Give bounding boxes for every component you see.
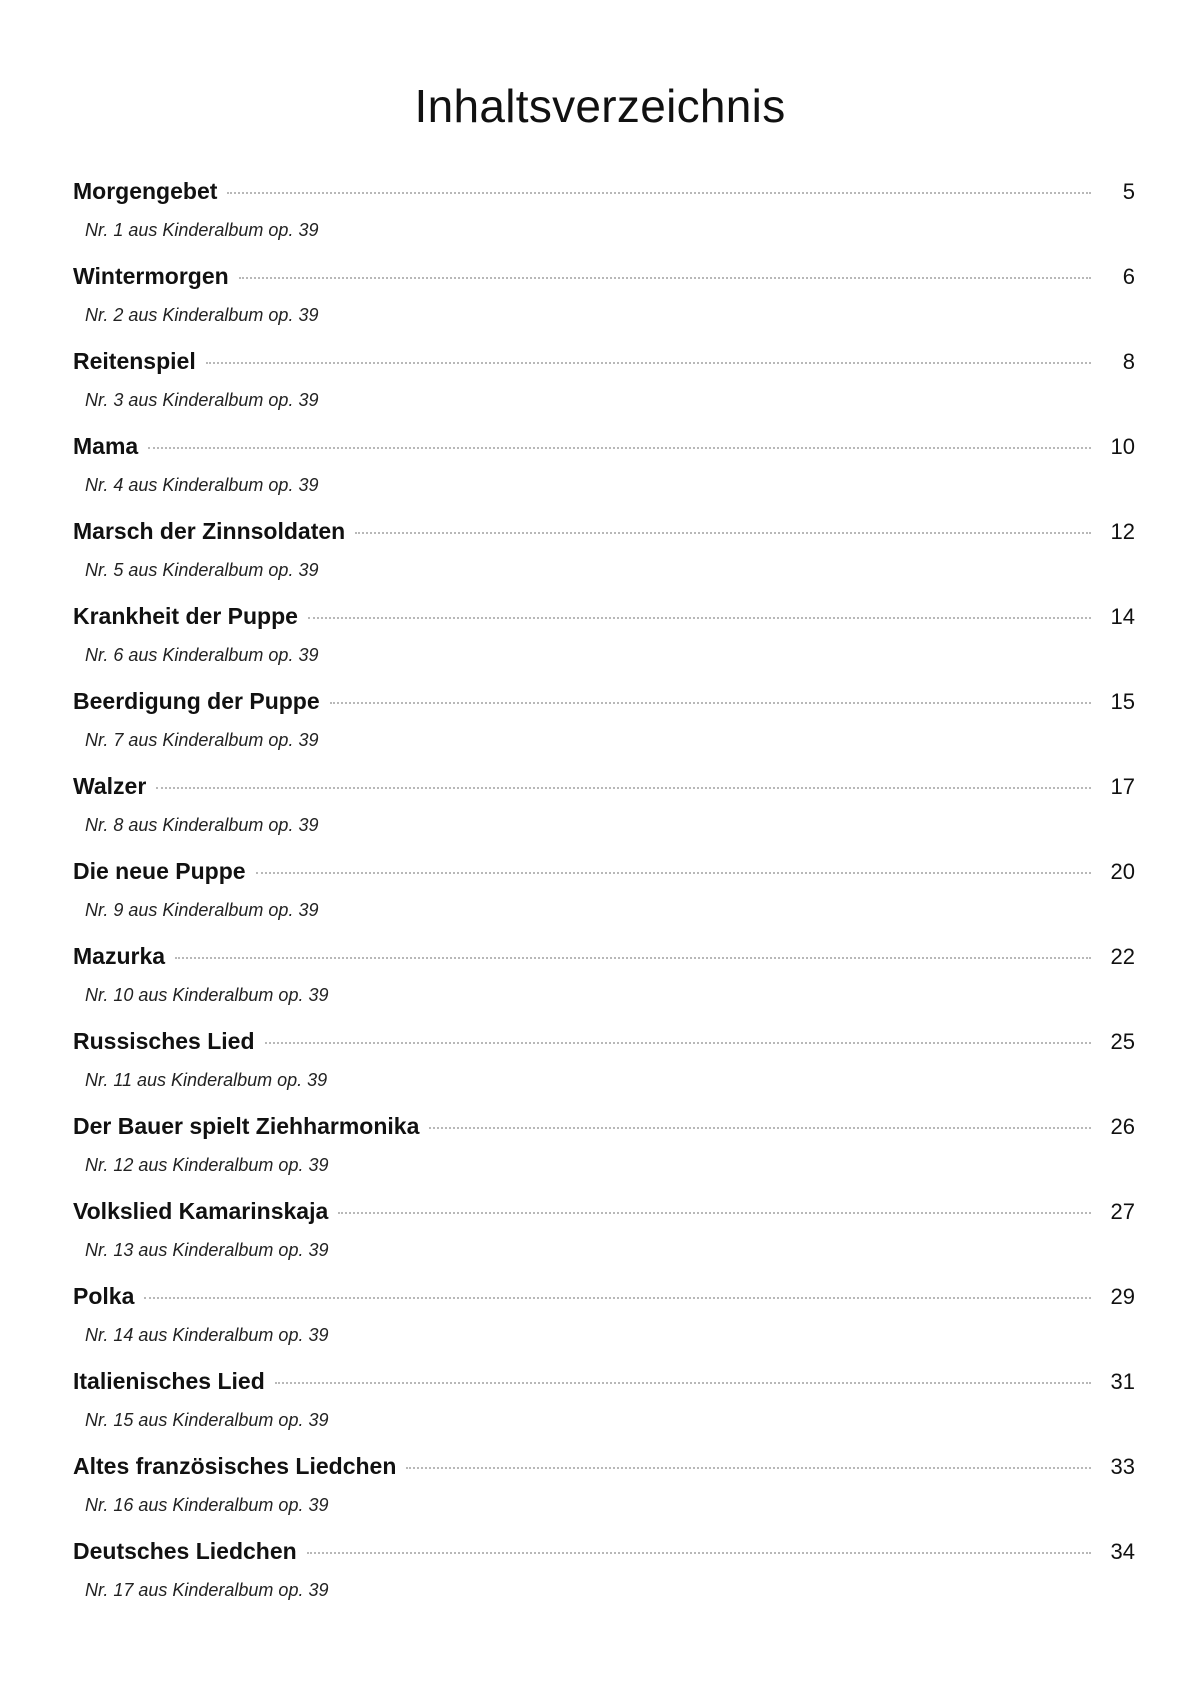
toc-entry[interactable] <box>73 1453 1135 1538</box>
toc-entry-title[interactable]: Altes französisches Liedchen <box>73 1453 397 1479</box>
table-of-contents <box>73 178 1135 1623</box>
toc-entry-line <box>73 1198 1135 1238</box>
toc-entry[interactable] <box>73 1113 1135 1198</box>
toc-entry-title[interactable]: Volkslied Kamarinskaja <box>73 1198 329 1224</box>
toc-entry-subtitle: Nr. 2 aus Kinderalbum op. 39 <box>85 305 319 325</box>
toc-entry-title[interactable]: Polka <box>73 1283 135 1309</box>
toc-entry-page-number[interactable]: 12 <box>1110 519 1135 544</box>
dot-leader <box>406 1467 1091 1469</box>
dot-leader <box>144 1297 1091 1299</box>
toc-entry-subtitle: Nr. 4 aus Kinderalbum op. 39 <box>85 475 319 495</box>
dot-leader <box>175 957 1091 959</box>
toc-entry-subtitle: Nr. 13 aus Kinderalbum op. 39 <box>85 1240 329 1260</box>
toc-entry-page-number[interactable]: 29 <box>1110 1284 1135 1309</box>
toc-entry-line <box>73 348 1135 388</box>
dot-leader <box>308 617 1091 619</box>
toc-entry-line <box>73 178 1135 218</box>
toc-entry-title[interactable]: Die neue Puppe <box>73 858 246 884</box>
toc-entry-line <box>73 773 1135 813</box>
toc-entry-title[interactable]: Deutsches Liedchen <box>73 1538 297 1564</box>
toc-entry-title[interactable]: Italienisches Lied <box>73 1368 265 1394</box>
dot-leader <box>227 192 1091 194</box>
toc-entry-line <box>73 688 1135 728</box>
toc-entry-subtitle: Nr. 8 aus Kinderalbum op. 39 <box>85 815 319 835</box>
toc-entry-subtitle: Nr. 1 aus Kinderalbum op. 39 <box>85 220 319 240</box>
toc-entry-line <box>73 943 1135 983</box>
toc-entry-line <box>73 1538 1135 1578</box>
dot-leader <box>275 1382 1091 1384</box>
toc-entry-line <box>73 858 1135 898</box>
toc-entry-page-number[interactable]: 14 <box>1110 604 1135 629</box>
toc-entry-subtitle: Nr. 17 aus Kinderalbum op. 39 <box>85 1580 329 1600</box>
toc-entry-subtitle: Nr. 6 aus Kinderalbum op. 39 <box>85 645 319 665</box>
toc-entry[interactable] <box>73 1538 1135 1623</box>
toc-entry-subtitle: Nr. 3 aus Kinderalbum op. 39 <box>85 390 319 410</box>
dot-leader <box>338 1212 1091 1214</box>
toc-entry-page-number[interactable]: 33 <box>1110 1454 1135 1479</box>
toc-entry-title[interactable]: Walzer <box>73 773 147 799</box>
toc-entry-page-number[interactable]: 31 <box>1110 1369 1135 1394</box>
toc-entry-page-number[interactable]: 34 <box>1110 1539 1135 1564</box>
dot-leader <box>206 362 1091 364</box>
dot-leader <box>148 447 1091 449</box>
toc-entry[interactable] <box>73 1368 1135 1453</box>
toc-entry-line <box>73 1368 1135 1408</box>
toc-entry-title[interactable]: Morgengebet <box>73 178 218 204</box>
toc-entry[interactable] <box>73 348 1135 433</box>
toc-entry-title[interactable]: Mazurka <box>73 943 166 969</box>
toc-entry-page-number[interactable]: 27 <box>1110 1199 1135 1224</box>
toc-entry[interactable] <box>73 263 1135 348</box>
dot-leader <box>307 1552 1091 1554</box>
toc-entry-subtitle: Nr. 7 aus Kinderalbum op. 39 <box>85 730 319 750</box>
toc-entry-page-number[interactable]: 10 <box>1110 434 1135 459</box>
toc-entry-line <box>73 1283 1135 1323</box>
toc-entry-title[interactable]: Beerdigung der Puppe <box>73 688 320 714</box>
toc-entry-line <box>73 518 1135 558</box>
dot-leader <box>355 532 1091 534</box>
dot-leader <box>256 872 1091 874</box>
toc-entry-subtitle: Nr. 15 aus Kinderalbum op. 39 <box>85 1410 329 1430</box>
page-title: Inhaltsverzeichnis <box>414 80 786 132</box>
toc-entry[interactable] <box>73 858 1135 943</box>
toc-entry-page-number[interactable]: 8 <box>1122 349 1135 374</box>
toc-entry-line <box>73 1028 1135 1068</box>
toc-entry-page-number[interactable]: 25 <box>1110 1029 1135 1054</box>
toc-entry[interactable] <box>73 433 1135 518</box>
toc-entry-title[interactable]: Russisches Lied <box>73 1028 255 1054</box>
toc-entry-subtitle: Nr. 5 aus Kinderalbum op. 39 <box>85 560 319 580</box>
toc-entry-line <box>73 1453 1135 1493</box>
toc-entry-page-number[interactable]: 6 <box>1122 264 1135 289</box>
toc-entry-page-number[interactable]: 22 <box>1110 944 1135 969</box>
toc-entry-line <box>73 1113 1135 1153</box>
toc-entry-title[interactable]: Mama <box>73 433 139 459</box>
dot-leader <box>330 702 1091 704</box>
toc-entry-line <box>73 433 1135 473</box>
toc-entry-subtitle: Nr. 11 aus Kinderalbum op. 39 <box>85 1070 328 1090</box>
toc-entry-subtitle: Nr. 10 aus Kinderalbum op. 39 <box>85 985 329 1005</box>
toc-entry-title[interactable]: Marsch der Zinnsoldaten <box>73 518 346 544</box>
toc-entry-page-number[interactable]: 5 <box>1122 179 1135 204</box>
toc-entry-line <box>73 263 1135 303</box>
dot-leader <box>265 1042 1091 1044</box>
toc-entry[interactable] <box>73 178 1135 263</box>
toc-entry-page-number[interactable]: 15 <box>1110 689 1135 714</box>
toc-entry[interactable] <box>73 1028 1135 1113</box>
toc-entry[interactable] <box>73 943 1135 1028</box>
toc-entry-title[interactable]: Wintermorgen <box>73 263 229 289</box>
toc-entry[interactable] <box>73 1198 1135 1283</box>
toc-entry-title[interactable]: Der Bauer spielt Ziehharmonika <box>73 1113 420 1139</box>
toc-entry-subtitle: Nr. 16 aus Kinderalbum op. 39 <box>85 1495 329 1515</box>
toc-entry-page-number[interactable]: 20 <box>1110 859 1135 884</box>
toc-entry-title[interactable]: Krankheit der Puppe <box>73 603 298 629</box>
dot-leader <box>239 277 1091 279</box>
toc-entry-page-number[interactable]: 17 <box>1110 774 1135 799</box>
toc-entry-line <box>73 603 1135 643</box>
toc-entry-page-number[interactable]: 26 <box>1110 1114 1135 1139</box>
dot-leader <box>429 1127 1091 1129</box>
toc-entry[interactable] <box>73 1283 1135 1368</box>
toc-entry[interactable] <box>73 773 1135 858</box>
toc-entry-subtitle: Nr. 9 aus Kinderalbum op. 39 <box>85 900 319 920</box>
toc-entry[interactable] <box>73 603 1135 688</box>
toc-entry[interactable] <box>73 688 1135 773</box>
toc-entry-subtitle: Nr. 14 aus Kinderalbum op. 39 <box>85 1325 329 1345</box>
dot-leader <box>156 787 1091 789</box>
toc-entry[interactable] <box>73 518 1135 603</box>
toc-entry-subtitle: Nr. 12 aus Kinderalbum op. 39 <box>85 1155 329 1175</box>
toc-entry-title[interactable]: Reitenspiel <box>73 348 196 374</box>
